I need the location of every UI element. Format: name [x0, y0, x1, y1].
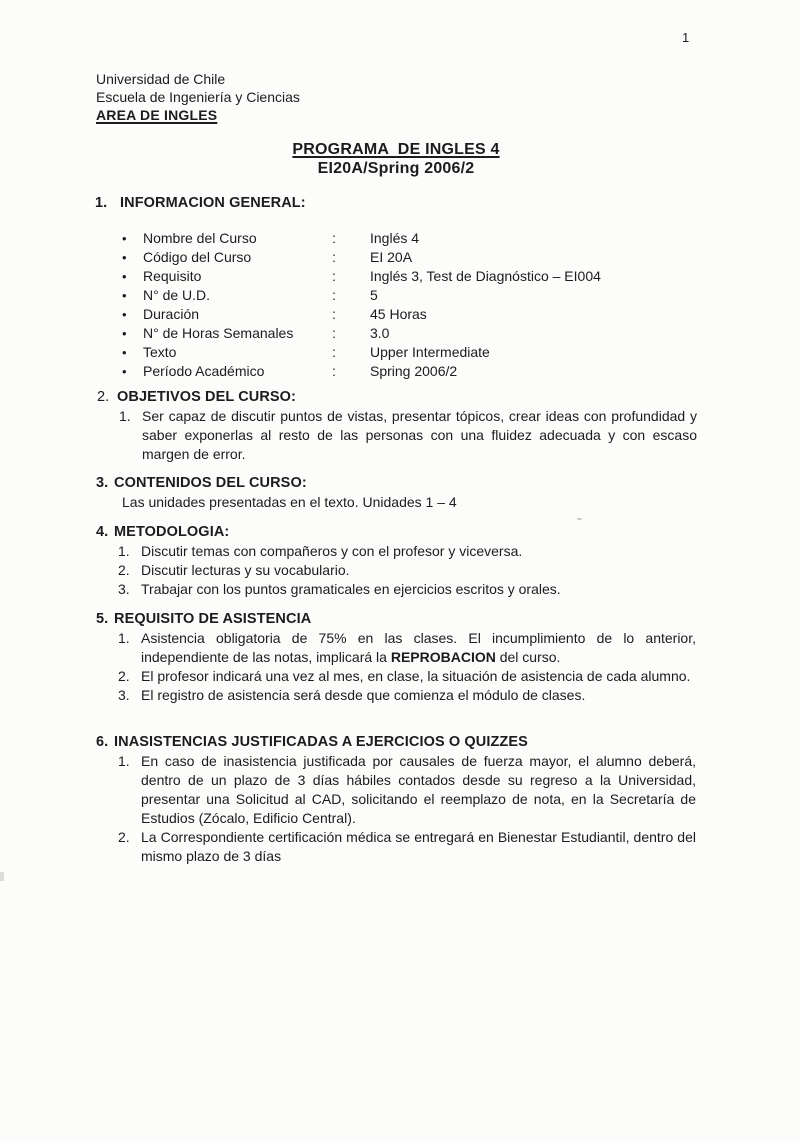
item-text: La Correspondiente certificación médica se entregará en Bienestar Estudiantil, dentro del mismo plazo de 3 días [141, 829, 696, 864]
bullet-icon: • [122, 269, 127, 284]
info-colon: : [332, 344, 336, 360]
course-info-list [122, 229, 601, 381]
item-text: Ser capaz de discutir puntos de vistas, presentar tópicos, crear ideas con profundidad y saber exponerlas al resto de las personas con una fluidez adecuada y con escaso margen de error. [142, 408, 697, 462]
section-informacion-general [95, 194, 695, 213]
section-title: CONTENIDOS DEL CURSO: [114, 475, 307, 491]
bullet-icon: • [122, 288, 127, 303]
item-text [141, 629, 696, 667]
org-department: AREA DE INGLES [96, 107, 218, 123]
bullet-icon: • [122, 326, 127, 341]
info-label: Período Académico [143, 363, 265, 379]
item-text: Trabajar con los puntos gramaticales en ejercicios escritos y orales. [141, 581, 561, 597]
section-requisito-asistencia [96, 610, 696, 705]
org-school: Escuela de Ingeniería y Ciencias [96, 89, 300, 105]
list-item [118, 667, 696, 686]
item-text: El registro de asistencia será desde que comienza el módulo de clases. [141, 687, 586, 703]
list-item [118, 580, 696, 599]
section-number: 4. [96, 524, 109, 540]
item-number: 2. [118, 829, 130, 845]
item-text: Discutir lecturas y su vocabulario. [141, 562, 350, 578]
item-text: En caso de inasistencia justificada por causales de fuerza mayor, el alumno deberá, dentro de un plazo de 3 días hábiles contados desde su regreso a la Universidad, presentar una Solicitud al CAD, solicitando el reemplazo de nota, en la Secretaría de Estudios (Zócalo, Edificio Central). [141, 753, 696, 826]
section-number: 5. [96, 611, 109, 627]
info-value: Spring 2006/2 [370, 363, 458, 379]
info-colon: : [332, 249, 336, 265]
info-row-nombre [122, 229, 601, 248]
item-number: 1. [118, 543, 130, 559]
info-value: Upper Intermediate [370, 344, 490, 360]
info-row-periodo [122, 362, 601, 381]
document-title: PROGRAMA DE INGLES 4 [292, 141, 500, 158]
section-title: REQUISITO DE ASISTENCIA [114, 611, 312, 627]
section-number: 3. [96, 475, 109, 491]
list-item [118, 686, 696, 705]
info-label: Texto [143, 344, 177, 360]
info-value: 3.0 [370, 325, 390, 341]
section-heading [96, 474, 696, 493]
section-heading [96, 610, 696, 629]
item-number: 1. [118, 630, 130, 646]
numbered-list [96, 542, 696, 599]
list-item [118, 561, 696, 580]
section-heading [97, 388, 697, 407]
document-title-block [96, 140, 696, 178]
item-number: 3. [118, 581, 130, 597]
section-title: INFORMACION GENERAL: [120, 195, 306, 211]
numbered-list [96, 629, 696, 705]
numbered-list [96, 752, 696, 866]
info-row-horas [122, 324, 601, 343]
numbered-list [97, 407, 697, 464]
section-inasistencias [96, 733, 696, 866]
org-name: Universidad de Chile [96, 71, 226, 87]
section-number: 1. [95, 195, 108, 211]
item-text-post: del curso. [495, 649, 561, 665]
item-number: 1. [118, 753, 130, 769]
section-objetivos [97, 388, 697, 464]
list-item [118, 828, 696, 866]
section-number: 2. [97, 389, 110, 405]
info-label: Nombre del Curso [143, 230, 257, 246]
section-heading [96, 523, 696, 542]
item-text: El profesor indicará una vez al mes, en clase, la situación de asistencia de cada alumno. [141, 668, 691, 684]
info-value: 5 [370, 287, 378, 303]
bullet-icon: • [122, 364, 127, 379]
section-text: Las unidades presentadas en el texto. Unidades 1 – 4 [122, 494, 457, 510]
info-value: Inglés 4 [370, 230, 420, 246]
page-number: 1 [682, 30, 690, 45]
scan-speck [577, 518, 582, 520]
section-contenidos [96, 474, 696, 512]
list-item [118, 752, 696, 828]
document-subtitle: EI20A/Spring 2006/2 [317, 160, 475, 177]
info-label: N° de U.D. [143, 287, 211, 303]
letterhead [96, 70, 300, 124]
bullet-icon: • [122, 345, 127, 360]
item-text-pre: Asistencia obligatoria de 75% en las clases. El incumplimiento de lo anterior, independiente de las notas, implicará la [141, 630, 696, 665]
info-value: EI 20A [370, 249, 413, 265]
info-row-texto [122, 343, 601, 362]
section-title: METODOLOGIA: [114, 524, 230, 540]
info-row-duracion [122, 305, 601, 324]
info-label: N° de Horas Semanales [143, 325, 294, 341]
item-number: 2. [118, 562, 130, 578]
bullet-icon: • [122, 231, 127, 246]
list-item [118, 629, 696, 667]
bullet-icon: • [122, 307, 127, 322]
list-item [119, 407, 697, 464]
item-text: Discutir temas con compañeros y con el profesor y viceversa. [141, 543, 523, 559]
section-heading [95, 194, 695, 213]
info-colon: : [332, 268, 336, 284]
info-label: Requisito [143, 268, 202, 284]
info-colon: : [332, 230, 336, 246]
info-colon: : [332, 325, 336, 341]
info-row-ud [122, 286, 601, 305]
bullet-icon: • [122, 250, 127, 265]
info-colon: : [332, 363, 336, 379]
section-number: 6. [96, 734, 109, 750]
section-title: INASISTENCIAS JUSTIFICADAS A EJERCICIOS O QUIZZES [114, 734, 528, 750]
scan-artifact [0, 872, 4, 881]
info-row-codigo [122, 248, 601, 267]
info-label: Código del Curso [143, 249, 252, 265]
item-number: 2. [118, 668, 130, 684]
info-colon: : [332, 306, 336, 322]
section-title: OBJETIVOS DEL CURSO: [117, 389, 296, 405]
item-number: 3. [118, 687, 130, 703]
info-value: 45 Horas [370, 306, 427, 322]
info-label: Duración [143, 306, 200, 322]
section-metodologia [96, 523, 696, 599]
info-row-requisito [122, 267, 601, 286]
info-value: Inglés 3, Test de Diagnóstico – EI004 [370, 268, 601, 284]
section-heading [96, 733, 696, 752]
list-item [118, 542, 696, 561]
info-colon: : [332, 287, 336, 303]
item-text-bold: REPROBACION [390, 649, 496, 665]
item-number: 1. [119, 408, 131, 424]
